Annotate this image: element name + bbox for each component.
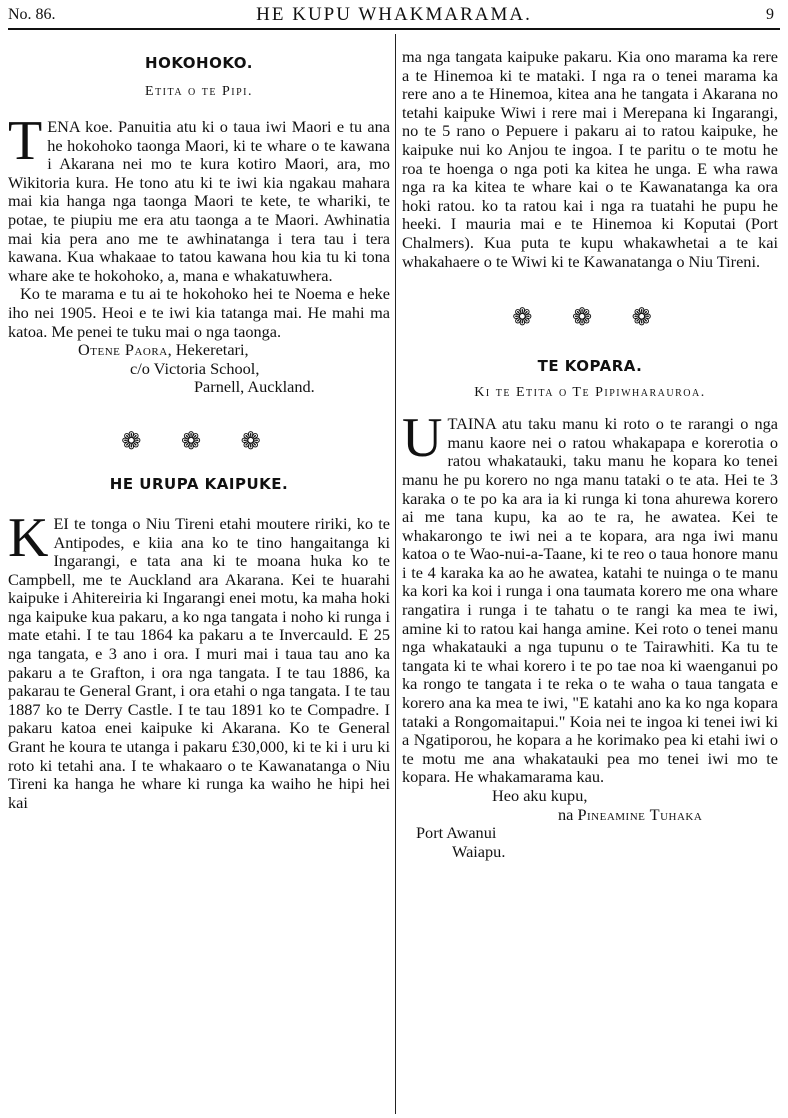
article-title-kopara: TE KOPARA. — [537, 357, 643, 376]
signature-place: Port Awanui — [416, 823, 497, 843]
signature-hokohoko — [8, 341, 390, 397]
signature-line: c/o Victoria School, — [130, 358, 260, 378]
signature-prefix: na — [558, 804, 578, 824]
signature-name: Otene Paora — [78, 340, 168, 360]
ornament-divider: ❁ ❁ ❁ — [121, 426, 277, 455]
paragraph-text: ENA koe. Panuitia atu ki o taua iwi Maori e tu ana he hokohoko taonga Maori, ki te whare o te kawana i Akarana nei mo te kura kotiro Maori, ara, mo Wikitoria kura. He tono atu ki te iwi kia ngakau mahara mai kia hanga nga taonga Maori te kete, te whariki, te potae, te piupiu me era atu taonga a te Maori. Awhinatia mai kia pera ano me te awhinatanga i tera tau i tera kawana. Kua whakaae to tatou kawana hou kia tu ki tona whare ake te hokohoko, a, mana e whakatuwhera. — [8, 117, 390, 285]
running-title: HE KUPU WHAKMARAMA. — [256, 4, 532, 25]
signature-line: Heo aku kupu, — [492, 786, 588, 805]
paragraph-text: TAINA atu taku manu ki roto o te rarangi o nga manu kaore nei o ratou whakapapa e korerotia o ratou whakatauki, taku manu he kopara ko tenei manu he pu korero no nga manu tataki o te ata. Hei te 3 karaka o te po ka ara ia ki runga ki tona ahurewa korero ai me tana kupu, ka ao te ra, he awatea. Kei te whakarongo te iwi nei a te kopara, ara nga iwi manu katoa o te Wao-nui-a-Taane, ki te reo o taua honore manu i te 4 karaka ka ao he awatea, katahi te nuinga o te manu ka kori ka koi i runga i ona taumata korero me ona whare rangatira i runga i te tahatu o te rangi ka mea te iwi, amine ki to ratou kai hanga amine. Kei roto o tenei manu nga whakatauki a nga tupunu o te Tairawhiti. Ka tu te tangata ki te whai korero i te po tae noa ki waenganui po ka rongo te tangata i te reka o te waha o taua tangata e korero ana ka mea te iwi, "E katahi ano ka ko nga kopara tataki a Rongomaitapui." Koia nei te ingoa ki tenei iwi ki a Ngatiporou, he kopara a he korimako pea ki etahi iwi o te motu me ana whakatauki pea mo tenei iwi mo te kopara. He whakamarama kau. — [402, 414, 778, 787]
drop-cap: T — [8, 110, 43, 172]
signature-line — [402, 806, 778, 825]
signature-line — [8, 341, 390, 360]
article-body-urupa-continued — [402, 48, 778, 271]
signature-name: Pineamine Tuhaka — [577, 804, 703, 824]
signature-role: , Hekeretari, — [167, 340, 249, 360]
paragraph — [8, 110, 390, 285]
article-title-urupa: HE URUPA KAIPUKE. — [109, 474, 289, 493]
drop-cap: K — [8, 506, 49, 569]
article-subtitle-kopara: Ki te Etita o Te Pipiwharauroa. — [474, 385, 706, 401]
signature-line: Parnell, Auckland. — [194, 377, 315, 397]
right-column — [402, 34, 778, 1114]
paragraph — [402, 407, 778, 787]
signature-kopara — [402, 787, 778, 861]
paragraph-text: EI te tonga o Niu Tireni etahi moutere ririki, ko te Antipodes, e kiia ana ko te tino hangaitanga ki Ingarangi, e tata ana ki te moana huka ko te Campbell, me te Auckland ara Akarana. Kei te huarahi kaipuke i Ahitereiria ki Ingarangi enei motu, ka maha hoki nga kaipuke kua pakaru, a ko nga tangata i noho ki runga i mate etahi. I te tau 1864 ka pakaru a te Invercauld. E 25 nga tangata, e 3 ano i ora. I muri mai i taua tau ano ka pakaru a te Grafton, i ora nga tangata. I te tau 1886, ka pakarau te General Grant, i ora etahi o nga tangata. I te tau 1887 ko te Derry Castle. I te tau 1891 ko te Compadre. I pakaru katoa enei kaipuke ki Akarana. Ko te General Grant he koura te utanga i pakaru £30,000, ki te ki i uru ki roto ki tetahi ana. I te whakaaro o te Kawanatanga o Niu Tireni ka hanga he whare ki runga ka waiho he hipi hei kai — [8, 513, 390, 812]
issue-number: No. 86. — [8, 6, 56, 23]
ornament-divider: ❁ ❁ ❁ — [512, 303, 668, 332]
left-column — [8, 34, 390, 1114]
article-title-hokohoko: HOKOHOKO. — [145, 54, 253, 72]
signature-place: Waiapu. — [452, 841, 506, 861]
paragraph: ma nga tangata kaipuke pakaru. Kia ono marama ka rere a te Hinemoa ki te mataki. I nga ra o tenei marama ka rere ano a te Hinemoa, kitea ana he tangata i Akarana no tetahi kaipuke Wiwi i rere mai i Merepana ki Ingarangi, no te 5 rano o Pepuere i pakaru ai to ratou kaipuke, he kaipuke nui ko Anjou te ingoa. I te paritu o te motu he roa te hoenga o nga poti ka kitea he unga. E wha rawa nga ra ka kitea te whare kai o te Kawanatanga ka ora hoki ratou. ko ta ratou kai i nga ra tuatahi he pupu he heeki. I mauria mai e te Hinemoa ki Koputai (Port Chalmers). Kua puta te kupu whakawhetai a te kai whakahaere o te Wiwi ki te Kawanatanga o Niu Tireni. — [402, 47, 778, 271]
paragraph — [8, 506, 390, 813]
page-number: 9 — [766, 6, 774, 23]
page-header — [8, 4, 780, 30]
article-body-hokohoko — [8, 110, 390, 341]
paragraph: Ko te marama e tu ai te hokohoko hei te Noema e heke iho nei 1905. Heoi e te iwi kia tatanga mai. He mahi ma katoa. Me penei te tuku mai o nga taonga. — [8, 284, 390, 341]
article-body-kopara — [402, 407, 778, 787]
column-rule — [395, 34, 396, 1114]
drop-cap: U — [402, 407, 443, 470]
article-body-urupa — [8, 506, 390, 813]
article-subtitle-hokohoko: Etita o te Pipi. — [145, 84, 253, 99]
